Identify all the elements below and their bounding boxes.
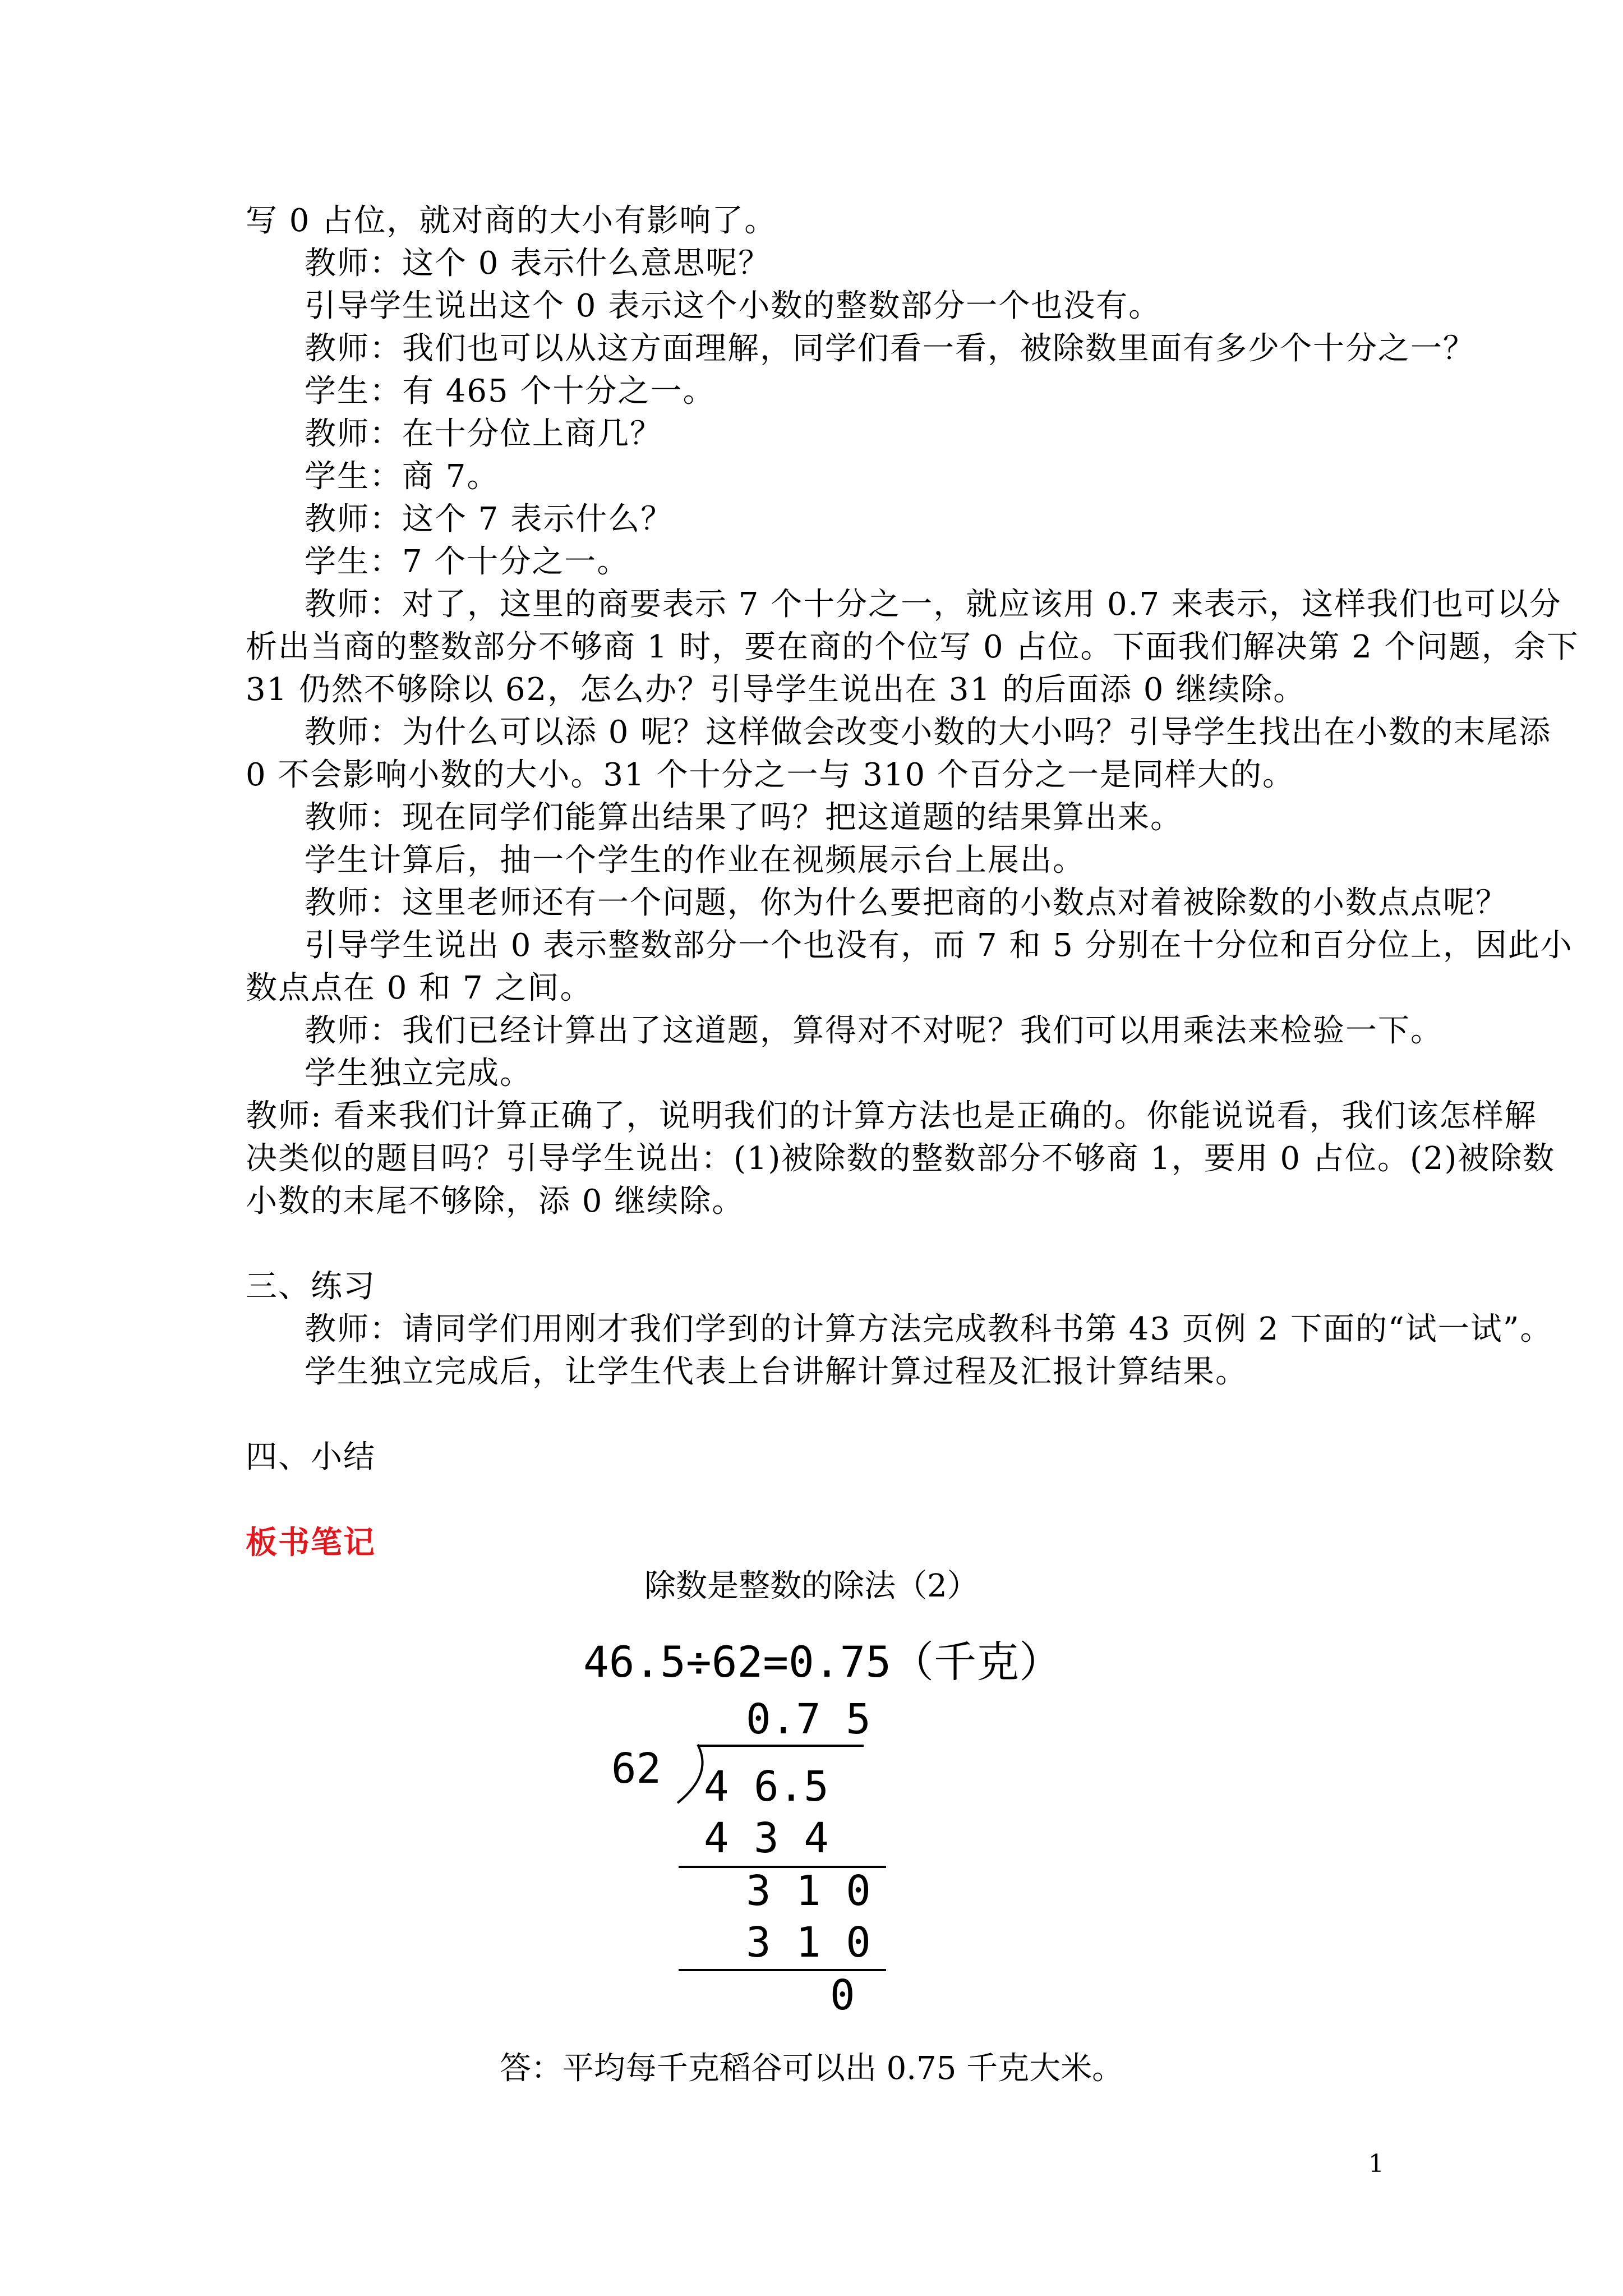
- division-divisor: 62: [611, 1745, 662, 1793]
- paragraph-line: 学生独立完成后，让学生代表上台讲解计算过程及汇报计算结果。: [305, 1354, 1248, 1390]
- section-heading-practice: 三、练习: [246, 1268, 376, 1305]
- paragraph-line: 教师：我们也可以从这方面理解，同学们看一看，被除数里面有多少个十分之一？: [305, 330, 1476, 367]
- paragraph-line: 决类似的题目吗？引导学生说出：(1)被除数的整数部分不够商 1，要用 0 占位。(2)被除数: [246, 1140, 1556, 1177]
- paragraph-line: 引导学生说出 0 表示整数部分一个也没有，而 7 和 5 分别在十分位和百分位上，因此小: [305, 927, 1573, 964]
- division-step-remainder: 3 1 0: [746, 1867, 871, 1915]
- board-title: 除数是整数的除法（2）: [644, 1568, 979, 1604]
- paragraph-line: 引导学生说出这个 0 表示这个小数的整数部分一个也没有。: [305, 288, 1161, 324]
- paragraph-line: 教师：这里老师还有一个问题，你为什么要把商的小数点对着被除数的小数点点呢？: [305, 885, 1508, 921]
- board-equation: 46.5÷62=0.75（千克）: [583, 1637, 1062, 1687]
- paragraph-line: 学生计算后，抽一个学生的作业在视频展示台上展出。: [305, 842, 1085, 878]
- paragraph-line: 写 0 占位，就对商的大小有影响了。: [246, 203, 777, 239]
- division-step-subtract: 3 1 0: [746, 1918, 871, 1967]
- paragraph-line: 教师: 看来我们计算正确了，说明我们的计算方法也是正确的。你能说说看，我们该怎样解: [246, 1098, 1537, 1134]
- paragraph-line: 学生：7 个十分之一。: [305, 544, 630, 580]
- paragraph-line: 数点点在 0 和 7 之间。: [246, 970, 593, 1006]
- paragraph-line: 教师：这个 0 表示什么意思呢？: [305, 245, 771, 282]
- paragraph-line: 析出当商的整数部分不够商 1 时，要在商的个位写 0 占位。下面我们解决第 2 个问题，余下: [246, 629, 1579, 665]
- division-step-subtract: 4 3 4: [704, 1814, 829, 1862]
- board-answer: 答：平均每千克稻谷可以出 0.75 千克大米。: [499, 2050, 1124, 2087]
- section-heading-summary: 四、小结: [246, 1439, 376, 1475]
- paragraph-line: 教师：请同学们用刚才我们学到的计算方法完成教科书第 43 页例 2 下面的“试一试”。: [305, 1311, 1553, 1347]
- paragraph-line: 学生：有 465 个十分之一。: [305, 373, 716, 409]
- paragraph-line: 小数的末尾不够除，添 0 继续除。: [246, 1183, 745, 1220]
- quotient-bar: [698, 1745, 864, 1747]
- paragraph-line: 教师：为什么可以添 0 呢？这样做会改变小数的大小吗？引导学生找出在小数的末尾添: [305, 714, 1552, 751]
- paragraph-line: 教师：对了，这里的商要表示 7 个十分之一，就应该用 0.7 来表示，这样我们也可以分: [305, 586, 1562, 623]
- paragraph-line: 教师：现在同学们能算出结果了吗？把这道题的结果算出来。: [305, 799, 1183, 836]
- division-final-remainder: 0: [830, 1971, 855, 2019]
- paragraph-line: 学生独立完成。: [305, 1055, 532, 1092]
- paragraph-line: 31 仍然不够除以 62，怎么办？引导学生说出在 31 的后面添 0 继续除。: [246, 671, 1306, 708]
- paragraph-line: 教师：在十分位上商几？: [305, 416, 662, 452]
- paragraph-line: 教师：我们已经计算出了这道题，算得对不对呢？我们可以用乘法来检验一下。: [305, 1013, 1443, 1049]
- division-bracket: [662, 1743, 707, 1805]
- paragraph-line: 0 不会影响小数的大小。31 个十分之一与 310 个百分之一是同样大的。: [246, 757, 1295, 793]
- division-quotient: 0.7 5: [746, 1695, 871, 1743]
- board-notes-label: 板书笔记: [246, 1524, 376, 1561]
- division-dividend: 4 6.5: [704, 1763, 829, 1811]
- paragraph-line: 学生：商 7。: [305, 458, 500, 495]
- page-number: 1: [1368, 2150, 1384, 2178]
- paragraph-line: 教师：这个 7 表示什么？: [305, 501, 674, 537]
